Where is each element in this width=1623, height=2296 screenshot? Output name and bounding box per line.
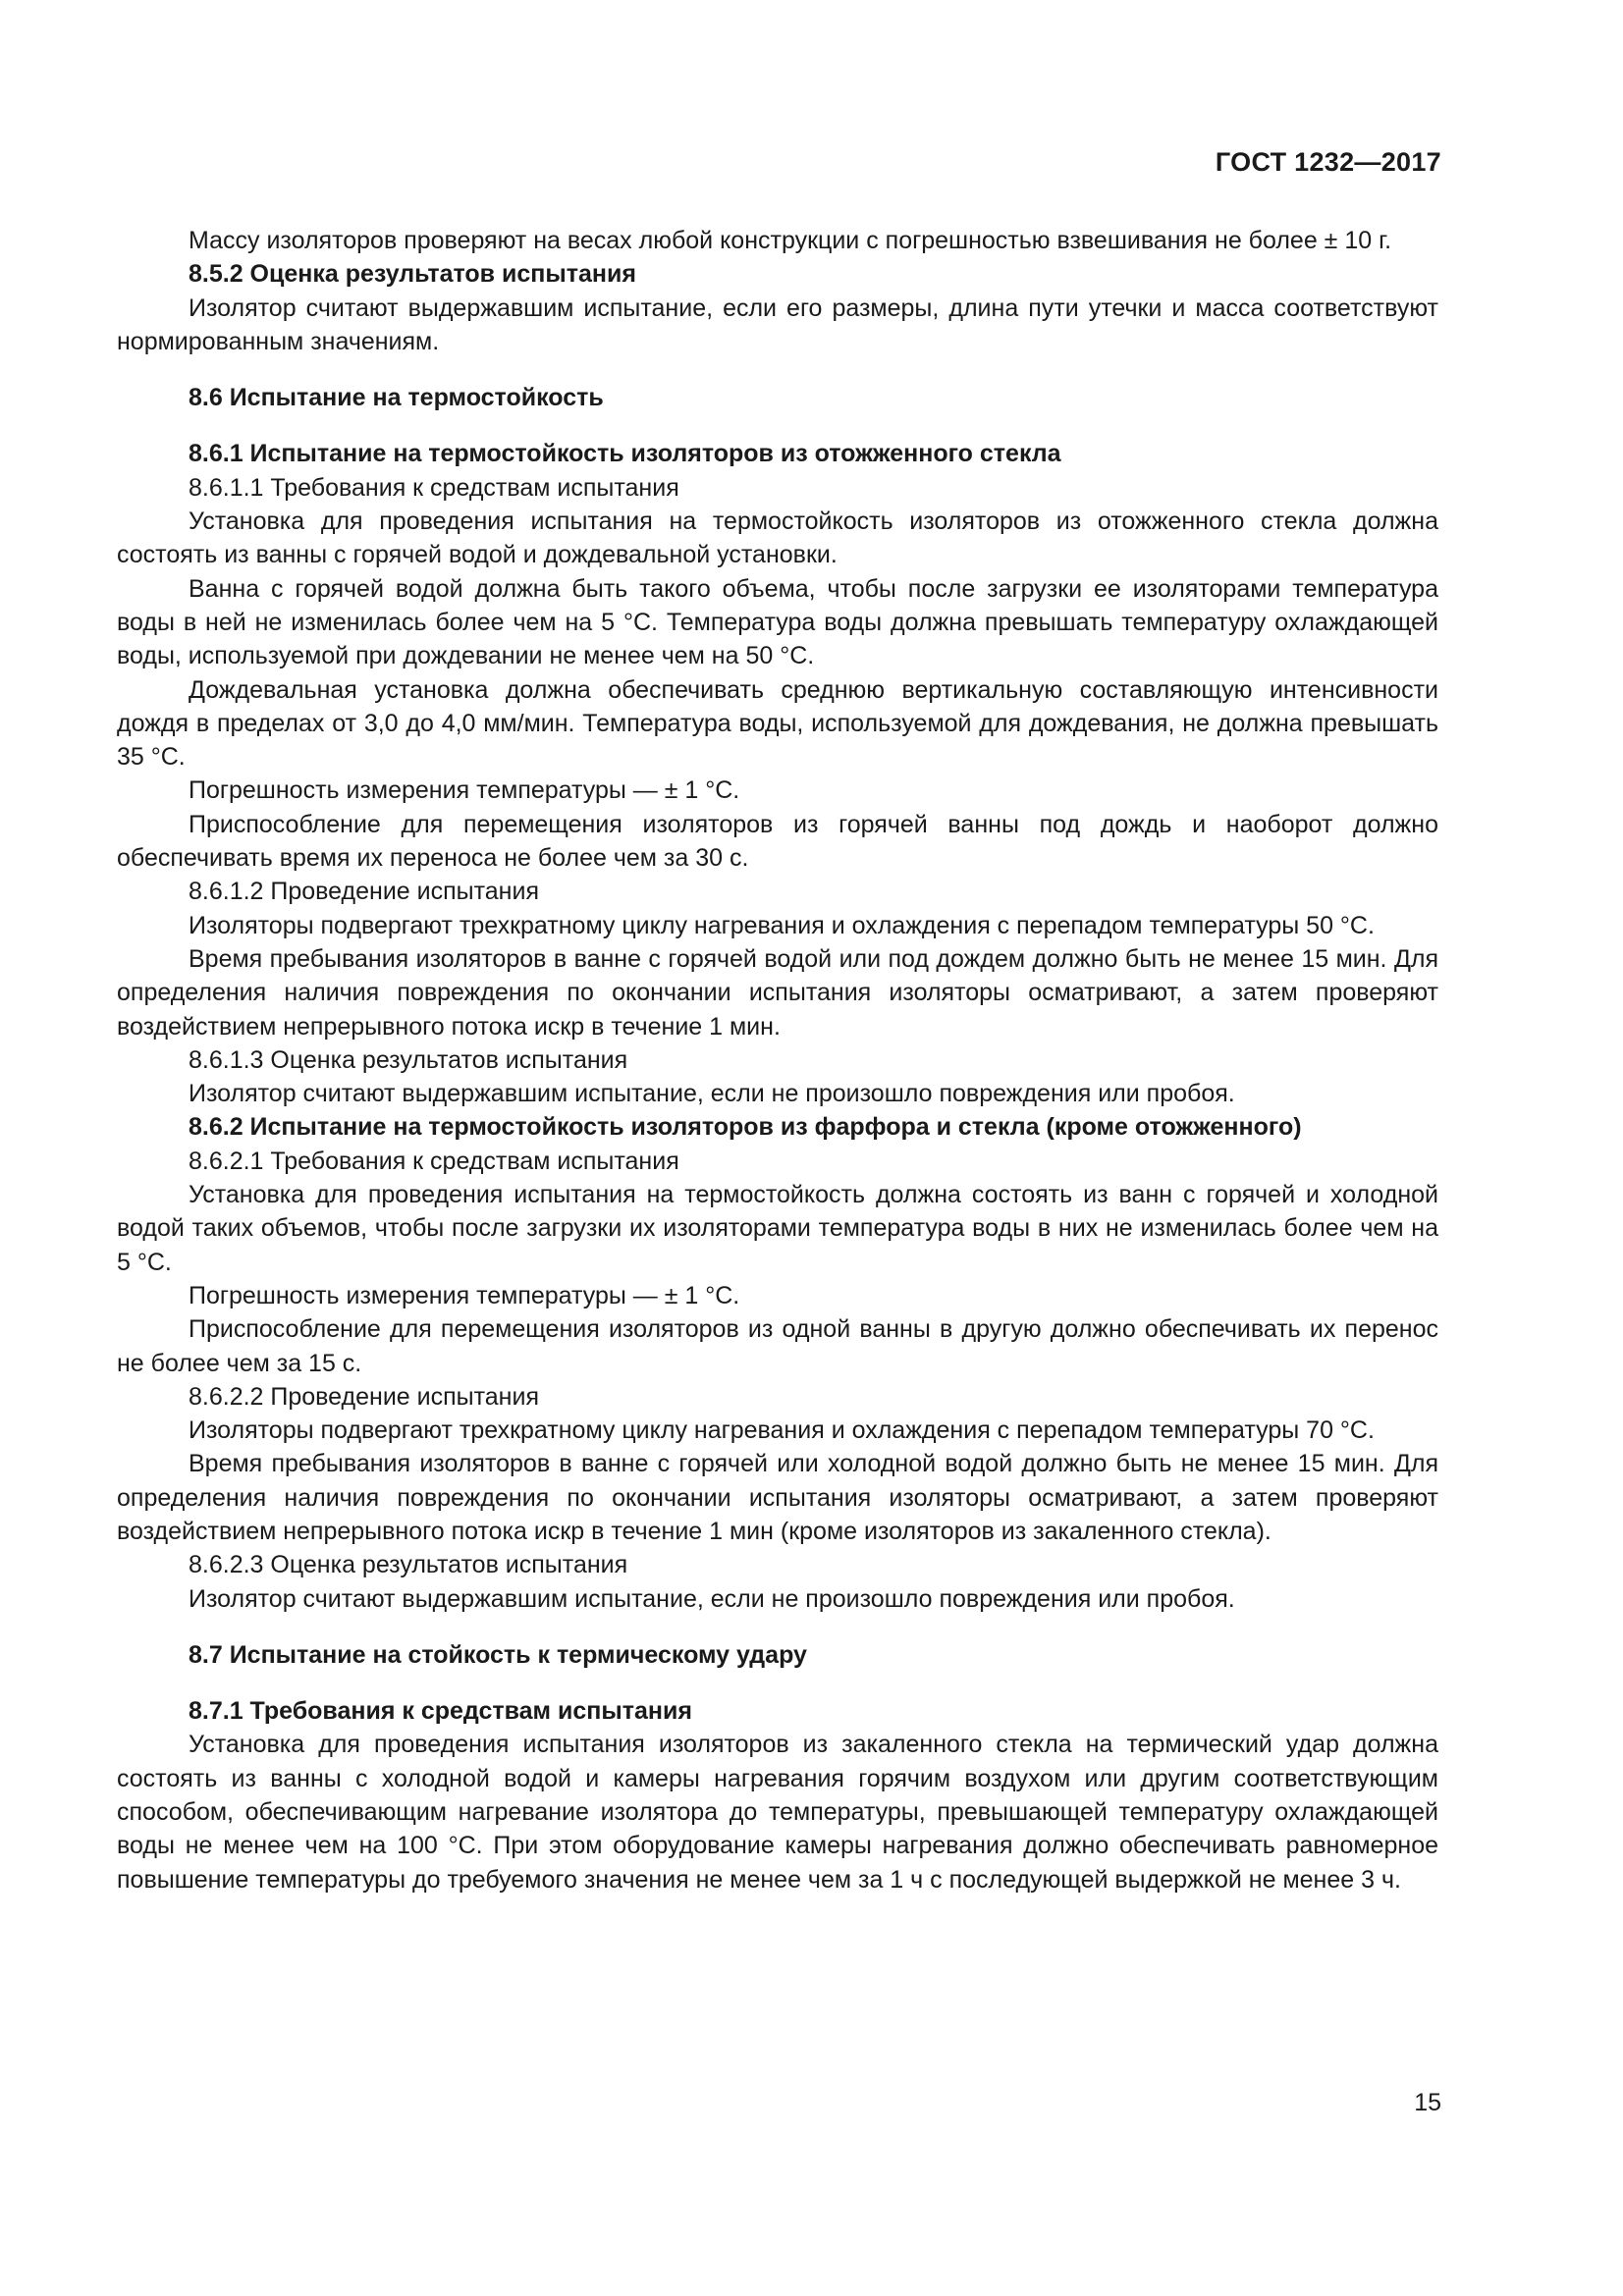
body-paragraph: Дождевальная установка должна обеспечивать среднюю вертикальную составляющую интенсивности дождя в пределах от 3,0 до 4,0 мм/мин. Температура воды, используемой для дождевания, не должна превышать 35 °С. [117,675,1438,772]
subsection-title: 8.6.2.3 Оценка результатов испытания [189,1551,628,1579]
body-paragraph: Установка для проведения испытания на термостойкость должна состоять из ванн с горячей и холодной водой таких объемов, чтобы после загрузки их изоляторами температура воды в них не изменилась более чем на 5 °С. [117,1181,1438,1276]
subsection-title: 8.6.2.2 Проведение испытания [189,1382,539,1411]
section-heading: 8.6.2 Испытание на термостойкость изоляторов из фарфора и стекла (кроме отожженного) [189,1113,1302,1142]
document-body [117,224,1438,1896]
subsection-title: 8.6.1.1 Требования к средствам испытания [189,473,679,502]
body-paragraph: Массу изоляторов проверяют на весах любой конструкции с погрешностью взвешивания не более ± 10 г. [189,227,1392,254]
body-paragraph: Погрешность измерения температуры — ± 1 °С. [189,776,740,805]
body-paragraph: Ванна с горячей водой должна быть такого объема, чтобы после загрузки ее изоляторами температура воды в ней не изменилась более чем на 5 °С. Температура воды должна превышать температуру охлаждающей воды, используемой при дождевании не менее чем на 50 °С. [117,574,1438,670]
section-heading: 8.5.2 Оценка результатов испытания [189,260,636,289]
section-heading: 8.7.1 Требования к средствам испытания [189,1697,692,1726]
body-paragraph: Изолятор считают выдержавшим испытание, если не произошло повреждения или пробоя. [189,1080,1235,1108]
subsection-title: 8.6.1.2 Проведение испытания [189,878,539,906]
body-paragraph: Изоляторы подвергают трехкратному циклу нагревания и охлаждения с перепадом температуры 70 °С. [189,1416,1375,1445]
body-paragraph: Время пребывания изоляторов в ванне с горячей или холодной водой должно быть не менее 15 мин. Для определения наличия повреждения по окончании испытания изоляторы осматривают, а затем проверяют воздействием непрерывного потока искр в течение 1 мин (кроме изоляторов из закаленного стекла). [117,1450,1438,1545]
body-paragraph: Изоляторы подвергают трехкратному циклу нагревания и охлаждения с перепадом температуры 50 °С. [189,911,1375,939]
body-paragraph: Приспособление для перемещения изоляторов из горячей ванны под дождь и наоборот должно обеспечивать время их переноса не более чем за 30 с. [117,810,1438,873]
body-paragraph: Изолятор считают выдержавшим испытание, если его размеры, длина пути утечки и масса соответствуют нормированным значениям. [117,294,1438,355]
body-paragraph: Установка для проведения испытания изоляторов из закаленного стекла на термический удар должна состоять из ванны с холодной водой и камеры нагревания горячим воздухом или другим соответствующим способом, обеспечивающим нагревание изолятора до температуры, превышающей температуру охлаждающей воды не менее чем на 100 °С. При этом оборудование камеры нагревания должно обеспечивать равномерное повышение температуры до требуемого значения не менее чем за 1 ч с последующей выдержкой не менее 3 ч. [117,1731,1438,1894]
section-heading: 8.7 Испытание на стойкость к термическому удару [189,1640,807,1669]
body-paragraph: Время пребывания изоляторов в ванне с горячей водой или под дождем должно быть не менее 15 мин. Для определения наличия повреждения по окончании испытания изоляторы осматривают, а затем проверяют воздействием непрерывного потока искр в течение 1 мин. [117,944,1438,1041]
body-paragraph: Погрешность измерения температуры — ± 1 °С. [189,1281,740,1309]
page-number: 15 [1414,2089,1441,2116]
body-paragraph: Изолятор считают выдержавшим испытание, если не произошло повреждения или пробоя. [189,1584,1235,1613]
subsection-title: 8.6.1.3 Оценка результатов испытания [189,1045,628,1074]
body-paragraph: Установка для проведения испытания на термостойкость изоляторов из отожженного стекла должна состоять из ванны с горячей водой и дождевальной установки. [117,507,1438,569]
section-heading: 8.6.1 Испытание на термостойкость изоляторов из отожженного стекла [189,440,1061,468]
subsection-title: 8.6.2.1 Требования к средствам испытания [189,1147,679,1175]
document-code: ГОСТ 1232—2017 [1215,147,1441,177]
section-heading: 8.6 Испытание на термостойкость [189,384,604,412]
body-paragraph: Приспособление для перемещения изоляторов из одной ванны в другую должно обеспечивать их перенос не более чем за 15 с. [117,1315,1438,1377]
